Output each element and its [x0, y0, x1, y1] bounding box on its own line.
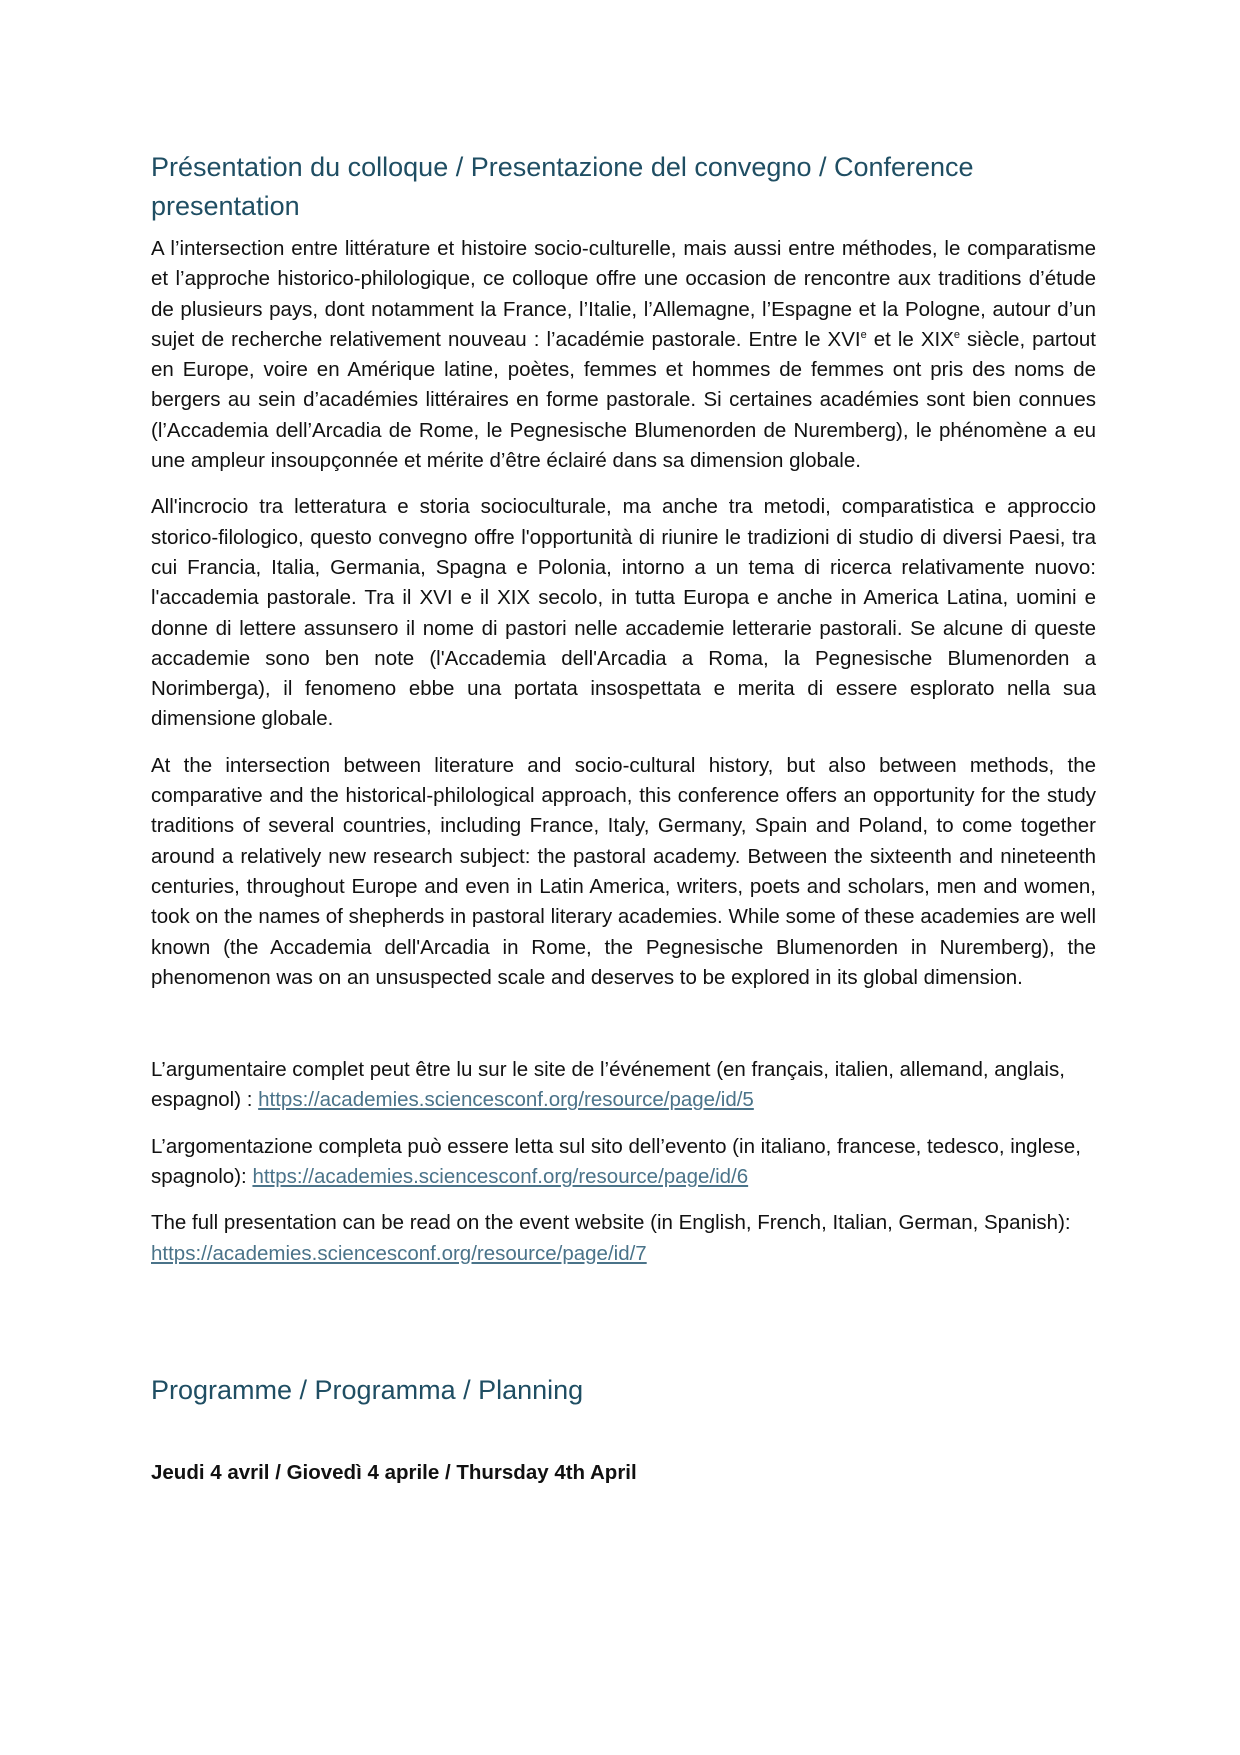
event-link-it[interactable]: https://academies.sciencesconf.org/resource/page/id/6 — [252, 1165, 749, 1189]
full-text-link-en — [151, 1208, 1096, 1269]
full-text-it-label: L’argomentazione completa può essere letta sul sito dell’evento (in italiano, francese, tedesco, inglese, spagnolo): — [151, 1134, 1081, 1189]
full-text-link-it — [151, 1132, 1096, 1193]
presentation-fr-text-1: A l’intersection entre littérature et histoire socio-culturelle, mais aussi entre méthodes, le comparatisme et l’approche historico-philologique, ce colloque offre une occasion de rencontre aux traditions d’étude de plusieurs pays, dont notamment la France, l’Italie, l’Allemagne, l’Espagne et la Pologne, autour d’un sujet de recherche relativement nouveau : l’académie pastorale. Entre le XVI — [151, 237, 1096, 351]
presentation-fr-text-3: siècle, partout en Europe, voire en Amérique latine, poètes, femmes et hommes de femmes ont pris des noms de bergers au sein d’académies littéraires en forme pastorale. Si certaines académies sont bien connues (l’Accademia dell’Arcadia de Rome, le Pegnesische Blumenorden de Nuremberg), le phénomène a eu une ampleur insoupçonnée et mérite d’être éclairé dans sa dimension globale. — [151, 327, 1097, 473]
full-text-fr-label: L’argumentaire complet peut être lu sur le site de l’événement (en français, italien, allemand, anglais, espagnol) : — [151, 1058, 1065, 1112]
event-link-en[interactable]: https://academies.sciencesconf.org/resource/page/id/7 — [151, 1241, 647, 1265]
full-text-link-fr — [151, 1055, 1096, 1116]
programme-heading: Programme / Programma / Planning — [151, 1374, 584, 1405]
event-link-fr[interactable]: https://academies.sciencesconf.org/resource/page/id/5 — [258, 1088, 754, 1112]
presentation-paragraph-it: All'incrocio tra letteratura e storia socioculturale, ma anche tra metodi, comparatistica e approccio storico-filologico, questo convegno offre l'opportunità di riunire le tradizioni di studio di diversi Paesi, tra cui Francia, Italia, Germania, Spagna e Polonia, intorno a un tema di ricerca relativamente nuovo: l'accademia pastorale. Tra il XVI e il XIX secolo, in tutta Europa e anche in America Latina, uomini e donne di lettere assunsero il nome di pastori nelle accademie letterarie pastorali. Se alcune di queste accademie sono ben note (l'Accademia dell'Arcadia a Roma, la Pegnesische Blumenorden a Norimberga), il fenomeno ebbe una portata insospettata e merita di essere esplorato nella sua dimensione globale. — [151, 495, 1096, 731]
superscript-e: e — [953, 329, 961, 342]
presentation-paragraph-en: At the intersection between literature and socio-cultural history, but also between methods, the comparative and the historical-philological approach, this conference offers an opportunity for the study traditions of several countries, including France, Italy, Germany, Spain and Poland, to come together around a relatively new research subject: the pastoral academy. Between the sixteenth and nineteenth centuries, throughout Europe and even in Latin America, writers, poets and scholars, men and women, took on the names of shepherds in pastoral literary academies. While some of these academies are well known (the Accademia dell'Arcadia in Rome, the Pegnesische Blumenorden in Nuremberg), the phenomenon was on an unsuspected scale and deserves to be explored in its global dimension. — [151, 753, 1096, 989]
document-page — [151, 148, 1096, 1488]
programme-day-heading: Jeudi 4 avril / Giovedì 4 aprile / Thursday 4th April — [151, 1460, 637, 1484]
presentation-fr-text-2: et le XIX — [866, 327, 954, 351]
presentation-heading: Présentation du colloque / Presentazione del convegno / Conference presentation — [151, 152, 974, 221]
presentation-paragraph-fr — [151, 234, 1096, 476]
full-text-en-label: The full presentation can be read on the event website (in English, French, Italian, German, Spanish): — [151, 1211, 1071, 1235]
superscript-e: e — [860, 329, 867, 342]
